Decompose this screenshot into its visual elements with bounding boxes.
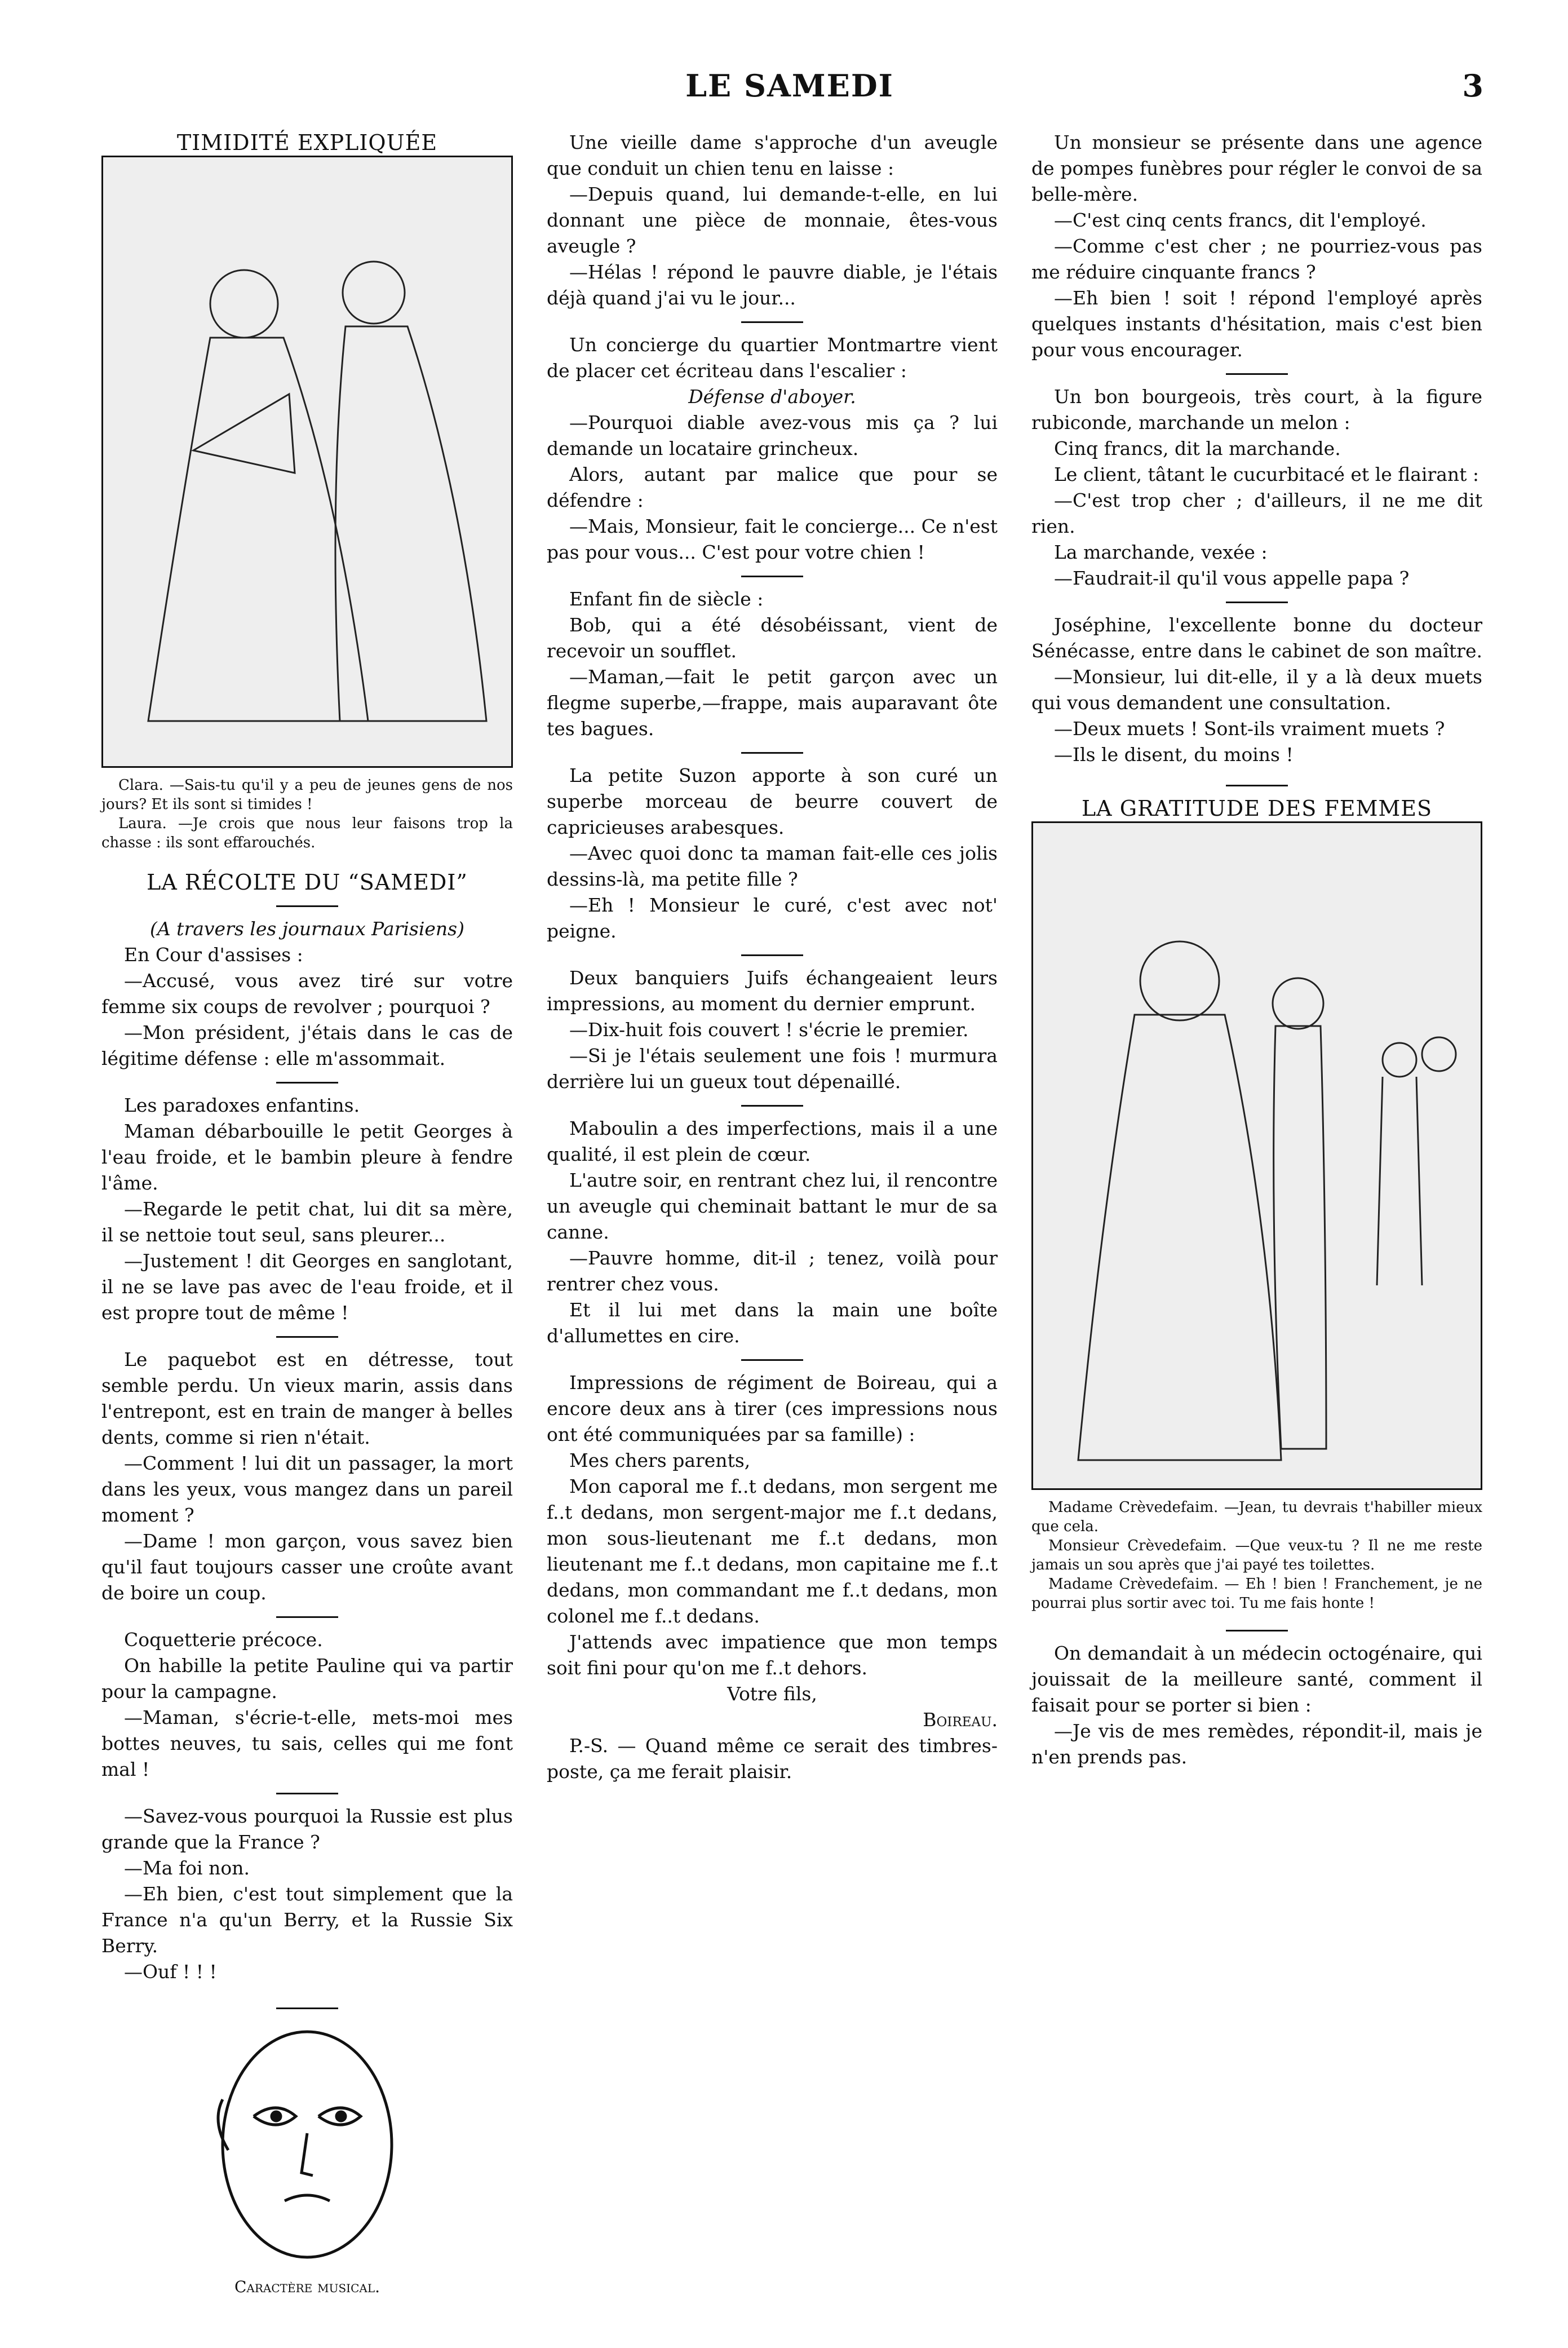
- section-title: LA RÉCOLTE DU “SAMEDI”: [147, 870, 468, 895]
- divider: [276, 1082, 338, 1084]
- paragraph: —Hélas ! répond le pauvre diable, je l'étais déjà quand j'ai vu le jour...: [547, 261, 998, 309]
- paragraph: —Monsieur, lui dit-elle, il y a là deux muets qui vous demandent une consultation.: [1031, 666, 1482, 714]
- paragraph: —Mais, Monsieur, fait le concierge... Ce n'est pas pour vous... C'est pour votre chien !: [547, 515, 998, 563]
- paragraph: —Eh bien, c'est tout simplement que la France n'a qu'un Berry, et la Russie Six Berry.: [101, 1883, 513, 1957]
- paragraph: —Maman, s'écrie-t-elle, mets-moi mes bottes neuves, tu sais, celles qui me font mal !: [101, 1706, 513, 1780]
- divider: [741, 1359, 803, 1361]
- illustration-caption: Caractère musical.: [234, 2278, 380, 2296]
- paragraph: —Comment ! lui dit un passager, la mort dans les yeux, vous mangez dans un pareil moment ?: [101, 1452, 513, 1526]
- paragraph: J'attends avec impatience que mon temps soit fini pour qu'on me f..t dehors.: [547, 1631, 998, 1679]
- divider: [1226, 785, 1288, 786]
- paragraph: Cinq francs, dit la marchande.: [1054, 437, 1341, 459]
- paragraph: —Ils le disent, du moins !: [1054, 744, 1294, 766]
- paragraph: —Faudrait-il qu'il vous appelle papa ?: [1054, 567, 1410, 589]
- paragraph: Bob, qui a été désobéissant, vient de recevoir un soufflet.: [547, 614, 998, 662]
- paragraph: —Dame ! mon garçon, vous savez bien qu'il faut toujours casser une croûte avant de boire un coup.: [101, 1530, 513, 1604]
- paragraph: En Cour d'assises :: [124, 944, 303, 966]
- divider: [1226, 1630, 1288, 1631]
- paragraph: Défense d'aboyer.: [688, 386, 856, 408]
- divider: [741, 752, 803, 754]
- paragraph: La petite Suzon apporte à son curé un superbe morceau de beurre couvert de capricieuses arabesques.: [547, 764, 998, 838]
- paragraph: —Si je l'étais seulement une fois ! murmura derrière lui un gueux tout dépenaillé.: [547, 1045, 998, 1093]
- paragraph: Le client, tâtant le cucurbitacé et le flairant :: [1054, 463, 1480, 485]
- article-title: TIMIDITÉ EXPLIQUÉE: [176, 130, 438, 155]
- paragraph: Impressions de régiment de Boireau, qui a encore deux ans à tirer (ces impressions nous ont été communiquées par sa famille) :: [547, 1372, 998, 1445]
- paragraph: —Mon président, j'étais dans le cas de légitime défense : elle m'assommait.: [101, 1022, 513, 1069]
- divider: [276, 1336, 338, 1338]
- paragraph: On demandait à un médecin octogénaire, qui jouissait de la meilleure santé, comment il faisait pour se porter si bien :: [1031, 1642, 1482, 1716]
- caption-line: Monsieur Crèvedefaim. —Que veux-tu ? Il ne me reste jamais un sou après que j'ai payé tes toilettes.: [1031, 1537, 1482, 1573]
- divider: [1226, 373, 1288, 375]
- paragraph: Coquetterie précoce.: [124, 1629, 323, 1651]
- caption-line: Clara. —Sais-tu qu'il y a peu de jeunes gens de nos jours? Et ils sont si timides !: [101, 777, 513, 813]
- illustration-caption: [1031, 1498, 1482, 1613]
- paragraph: —Maman,—fait le petit garçon avec un flegme superbe,—frappe, mais auparavant ôte tes bagues.: [547, 666, 998, 740]
- caption-line: Laura. —Je crois que nous leur faisons trop la chasse : ils sont effarouchés.: [101, 815, 513, 851]
- caption-line: Madame Crèvedefaim. — Eh ! bien ! Franchement, je ne pourrai plus sortir avec toi. Tu me fais honte !: [1031, 1576, 1482, 1612]
- divider: [276, 2007, 338, 2009]
- paragraph: —Justement ! dit Georges en sanglotant, il ne se lave pas avec de l'eau froide, et il est propre tout de même !: [101, 1250, 513, 1324]
- illustration-couple-street: [1031, 821, 1482, 1490]
- paragraph: —Pauvre homme, dit-il ; tenez, voilà pour rentrer chez vous.: [547, 1247, 998, 1295]
- paragraph: Votre fils,: [727, 1683, 817, 1705]
- divider: [741, 1105, 803, 1107]
- paragraph: Un monsieur se présente dans une agence de pompes funèbres pour régler le convoi de sa belle-mère.: [1031, 131, 1482, 205]
- paragraph: —Eh ! Monsieur le curé, c'est avec not' peigne.: [547, 894, 998, 942]
- article-title: LA GRATITUDE DES FEMMES: [1081, 796, 1433, 821]
- paragraph: —Savez-vous pourquoi la Russie est plus grande que la France ?: [101, 1805, 513, 1853]
- paragraph: On habille la petite Pauline qui va partir pour la campagne.: [101, 1655, 513, 1703]
- paragraph: —Deux muets ! Sont-ils vraiment muets ?: [1054, 718, 1445, 740]
- paragraph: Une vieille dame s'approche d'un aveugle que conduit un chien tenu en laisse :: [547, 131, 998, 179]
- signature: Boireau.: [923, 1709, 998, 1731]
- masthead: LE SAMEDI: [685, 68, 894, 104]
- paragraph: Les paradoxes enfantins.: [124, 1094, 360, 1116]
- paragraph: —Depuis quand, lui demande-t-elle, en lui donnant une pièce de monnaie, êtes-vous aveugle ?: [547, 183, 998, 257]
- divider: [276, 1793, 338, 1794]
- divider: [741, 954, 803, 956]
- paragraph: —Regarde le petit chat, lui dit sa mère, il se nettoie tout seul, sans pleurer...: [101, 1198, 513, 1246]
- paragraph: P.-S. — Quand même ce serait des timbres-poste, ça me ferait plaisir.: [547, 1735, 998, 1783]
- paragraph: La marchande, vexée :: [1054, 541, 1268, 563]
- paragraph: Enfant fin de siècle :: [569, 588, 764, 610]
- paragraph: Alors, autant par malice que pour se défendre :: [547, 463, 998, 511]
- paragraph: —Avec quoi donc ta maman fait-elle ces jolis dessins-là, ma petite fille ?: [547, 842, 998, 890]
- paragraph: Un bon bourgeois, très court, à la figure rubiconde, marchande un melon :: [1031, 386, 1482, 434]
- page-header: [96, 68, 1483, 118]
- page-number: 3: [1462, 68, 1483, 104]
- paragraph: Mon caporal me f..t dedans, mon sergent me f..t dedans, mon sergent-major me f..t dedans, mon sous-lieutenant me f..t dedans, mon lieutenant me f..t dedans, mon capitaine me f..t dedans, mon commandant me f..t dedans, mon colonel me f..t dedans.: [547, 1475, 998, 1627]
- paragraph: Maman débarbouille le petit Georges à l'eau froide, et le bambin pleure à fendre l'âme.: [101, 1120, 513, 1194]
- paragraph: —Eh bien ! soit ! répond l'employé après quelques instants d'hésitation, mais c'est bien pour vous encourager.: [1031, 287, 1482, 361]
- paragraph: Mes chers parents,: [569, 1449, 751, 1471]
- divider: [276, 905, 338, 907]
- paragraph: —Je vis de mes remèdes, répondit-il, mais je n'en prends pas.: [1031, 1720, 1482, 1768]
- paragraph: Le paquebot est en détresse, tout semble perdu. Un vieux marin, assis dans l'entrepont, est en train de manger à belles dents, comme si rien n'était.: [101, 1348, 513, 1448]
- paragraph: Un concierge du quartier Montmartre vient de placer cet écriteau dans l'escalier :: [547, 334, 998, 382]
- paragraph: Deux banquiers Juifs échangeaient leurs impressions, au moment du dernier emprunt.: [547, 967, 998, 1015]
- section-subtitle: (A travers les journaux Parisiens): [149, 918, 464, 940]
- column-middle: [547, 130, 998, 1785]
- column-right: [1031, 130, 1482, 1770]
- paragraph: —Accusé, vous avez tiré sur votre femme six coups de revolver ; pourquoi ?: [101, 970, 513, 1018]
- paragraph: —C'est cinq cents francs, dit l'employé.: [1054, 209, 1427, 231]
- divider: [741, 321, 803, 323]
- paragraph: —Ma foi non.: [124, 1857, 250, 1879]
- paragraph: —Comme c'est cher ; ne pourriez-vous pas me réduire cinquante francs ?: [1031, 235, 1482, 283]
- divider: [276, 1616, 338, 1618]
- paragraph: L'autre soir, en rentrant chez lui, il rencontre un aveugle qui cheminait battant le mur de sa canne.: [547, 1169, 998, 1243]
- paragraph: Maboulin a des imperfections, mais il a une qualité, il est plein de cœur.: [547, 1117, 998, 1165]
- column-left: [101, 130, 513, 2300]
- illustration-two-women: [101, 156, 513, 768]
- paragraph: —Pourquoi diable avez-vous mis ça ? lui demande un locataire grincheux.: [547, 412, 998, 459]
- caricature-face-illustration: [200, 2020, 414, 2269]
- paragraph: Joséphine, l'excellente bonne du docteur Sénécasse, entre dans le cabinet de son maître.: [1031, 614, 1482, 662]
- paragraph: —Ouf ! ! !: [124, 1961, 217, 1983]
- divider: [741, 576, 803, 577]
- paragraph: Et il lui met dans la main une boîte d'allumettes en cire.: [547, 1299, 998, 1347]
- paragraph: —C'est trop cher ; d'ailleurs, il ne me dit rien.: [1031, 489, 1482, 537]
- paragraph: —Dix-huit fois couvert ! s'écrie le premier.: [569, 1019, 969, 1041]
- divider: [1226, 602, 1288, 603]
- caption-line: Madame Crèvedefaim. —Jean, tu devrais t'habiller mieux que cela.: [1031, 1499, 1482, 1535]
- illustration-caption: [101, 776, 513, 852]
